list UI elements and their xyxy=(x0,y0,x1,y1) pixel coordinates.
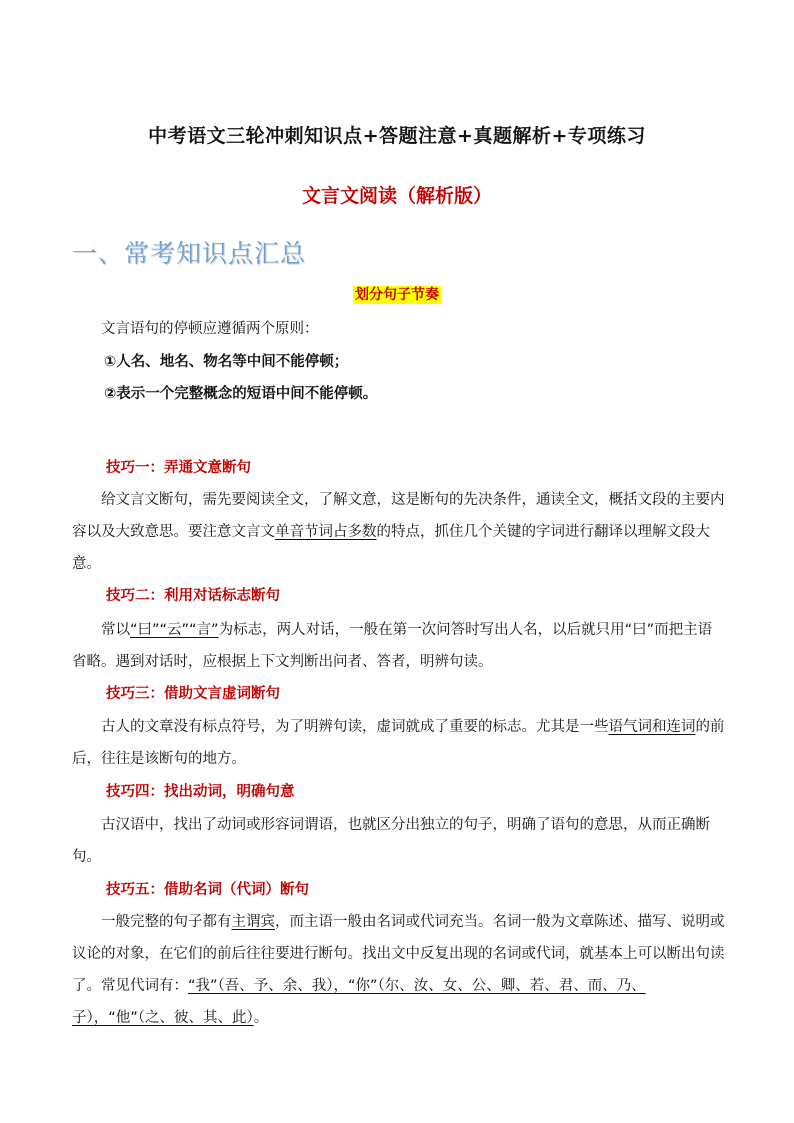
text: 。 xyxy=(253,1010,269,1026)
tip-1-paragraph xyxy=(72,484,726,580)
underlined-text: 语气词和连词 xyxy=(608,719,696,735)
text: ，而主语一般由名词或代词充当。名词一般为文章陈述、描写、说明或议论的对象，在它们的前后往往要进行断句。找出文中反复出现的名词或代词，就基本上可以断出句读了。常见代词有： xyxy=(72,914,725,994)
tip-2-paragraph xyxy=(72,614,726,678)
text: 的特点，抓住几个关键的字词进行翻译以理解文段大意。 xyxy=(72,524,710,572)
tip-3-title: 技巧三：借助文言虚词断句 xyxy=(106,686,280,702)
tip-3-paragraph xyxy=(72,711,726,775)
underlined-text: 主谓宾 xyxy=(231,914,275,930)
main-title: 中考语文三轮冲刺知识点+答题注意+真题解析+专项练习 xyxy=(148,125,646,147)
tip-5-paragraph xyxy=(72,906,726,1034)
rule-1: ①人名、地名、物名等中间不能停顿； xyxy=(104,354,349,370)
highlight-label: 划分句子节奏 xyxy=(355,287,439,303)
highlight-heading xyxy=(0,284,794,304)
underlined-text: 单音节词占多数 xyxy=(275,524,377,540)
underlined-pronoun-list: “我”（吾、予、余、我），“你”（尔、汝、女、公、卿、若、君、而、乃、子），“他”（之、彼、其、此） xyxy=(72,978,646,1026)
text: 为标志，两人对话，一般在第一次问答时写出人名，以后就只用“曰”而把主语省略。遇到对话时，应根据上下文判断出问者、答者，明辨句读。 xyxy=(72,622,713,670)
text: 古人的文章没有标点符号，为了明辨句读，虚词就成了重要的标志。尤其是一些 xyxy=(101,719,609,735)
underlined-text: “曰”“云”“言” xyxy=(130,622,219,638)
intro-line: 文言语句的停顿应遵循两个原则： xyxy=(101,321,319,337)
text: 一般完整的句子都有 xyxy=(101,914,232,930)
section-heading: 一、常考知识点汇总 xyxy=(72,239,307,268)
text: 常以 xyxy=(101,622,130,638)
text: 给文言文断句，需先要阅读全文，了解文意，这是断句的先决条件，通读全文，概括文段的主要内容以及大致意思。要注意文言文 xyxy=(72,492,725,540)
tip-2-title: 技巧二：利用对话标志断句 xyxy=(106,588,280,604)
tip-1-title: 技巧一：弄通文意断句 xyxy=(106,460,251,476)
tip-4-title: 技巧四：找出动词，明确句意 xyxy=(106,784,295,800)
rule-2: ②表示一个完整概念的短语中间不能停顿。 xyxy=(104,386,378,402)
sub-title: 文言文阅读（解析版） xyxy=(301,185,492,207)
tip-5-title: 技巧五：借助名词（代词）断句 xyxy=(106,882,309,898)
text: 的前后，往往是该断句的地方。 xyxy=(72,719,725,767)
tip-4-paragraph: 古汉语中，找出了动词或形容词谓语，也就区分出独立的句子，明确了语句的意思，从而正确断句。 xyxy=(72,817,710,865)
